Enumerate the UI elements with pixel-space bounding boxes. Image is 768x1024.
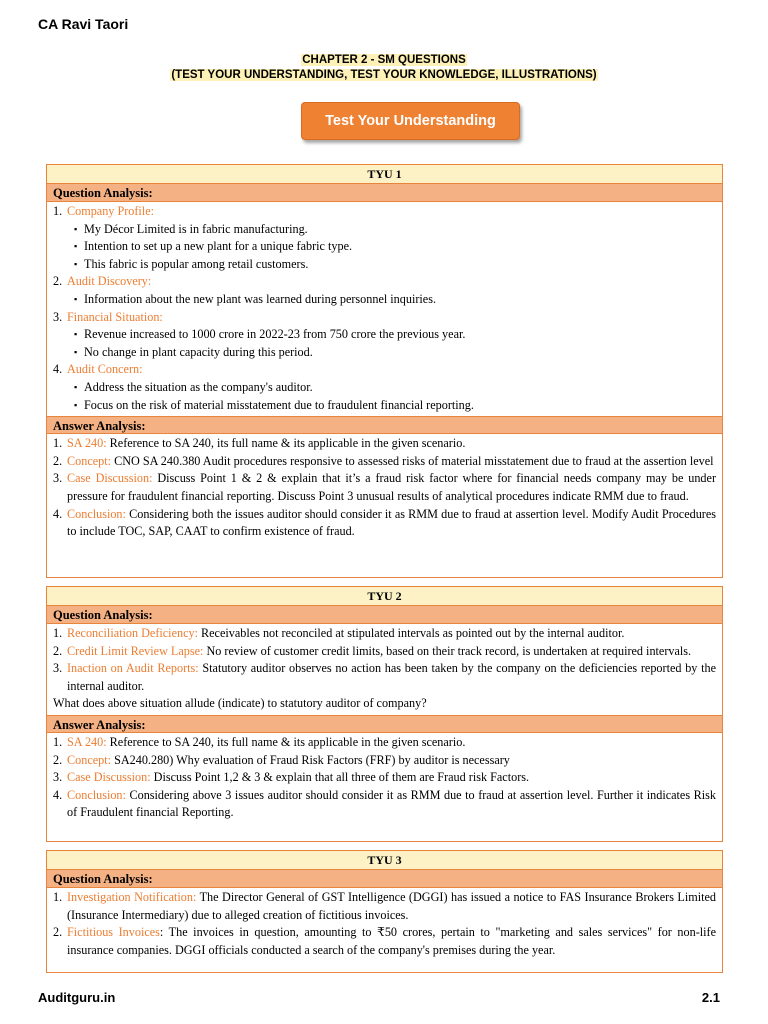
item-heading: Conclusion: bbox=[67, 506, 126, 521]
item-number: 1. bbox=[53, 734, 63, 749]
bullet-text: No change in plant capacity during this period. bbox=[84, 344, 313, 359]
item-body: : The invoices in question, amounting to ₹50 crores, pertain to "marketing and sales services" for non-life insurance companies. DGGI officials conducted a search of the company's premises during the year. bbox=[67, 925, 717, 957]
bullet-icon: ▪ bbox=[74, 241, 78, 252]
item-heading: Concept: bbox=[67, 453, 112, 468]
item-heading: Fictitious Invoices bbox=[67, 925, 160, 940]
item-text bbox=[67, 470, 716, 505]
author-name: CA Ravi Taori bbox=[38, 16, 129, 32]
bullet-text: Revenue increased to 1000 crore in 2022-23 from 750 crore the previous year. bbox=[84, 327, 466, 342]
item-heading: Financial Situation: bbox=[67, 309, 163, 324]
item-number: 3. bbox=[53, 471, 63, 486]
item-text bbox=[67, 309, 716, 327]
bullet-icon: ▪ bbox=[74, 346, 78, 357]
tyu2-answer-analysis-header: Answer Analysis: bbox=[47, 715, 722, 733]
item-number: 4. bbox=[53, 362, 63, 377]
tyu1-question-analysis-header: Question Analysis: bbox=[47, 184, 722, 202]
list-item bbox=[53, 769, 716, 787]
item-body: Considering both the issues auditor should consider it as RMM due to fraud at assertion level. Modify Audit Procedures to include TOC, SAP, CAAT to confirm existence of fraud. bbox=[67, 506, 716, 539]
item-heading: Inaction on Audit Reports: bbox=[67, 661, 199, 676]
tyu2-title: TYU 2 bbox=[47, 587, 722, 606]
item-heading: Investigation Notification: bbox=[67, 890, 197, 904]
item-text bbox=[67, 769, 716, 787]
bullet-item bbox=[53, 397, 716, 415]
list-item bbox=[53, 787, 716, 822]
item-number: 1. bbox=[53, 204, 63, 218]
item-body: Reference to SA 240, its full name & its applicable in the given scenario. bbox=[106, 734, 466, 749]
bullet-item bbox=[53, 326, 716, 344]
list-item bbox=[53, 643, 716, 661]
bullet-icon: ▪ bbox=[74, 329, 78, 340]
bullet-icon: ▪ bbox=[74, 223, 78, 234]
bullet-text: This fabric is popular among retail customers. bbox=[84, 256, 309, 271]
chapter-title: CHAPTER 2 - SM QUESTIONS bbox=[302, 54, 466, 66]
item-number: 4. bbox=[53, 787, 63, 802]
item-heading: Conclusion: bbox=[67, 787, 126, 802]
bullet-item bbox=[53, 238, 716, 256]
list-item bbox=[53, 203, 716, 221]
bullet-item bbox=[53, 221, 716, 239]
item-text bbox=[67, 453, 716, 471]
item-body: Discuss Point 1,2 & 3 & explain that all three of them are Fraud risk Factors. bbox=[150, 770, 530, 785]
item-heading: Case Discussion: bbox=[67, 770, 151, 785]
item-text bbox=[67, 625, 716, 643]
item-number: 4. bbox=[53, 506, 63, 521]
tyu1-answer-analysis-header: Answer Analysis: bbox=[47, 416, 722, 434]
item-heading: Audit Discovery: bbox=[67, 274, 152, 289]
tyu2-question-list bbox=[47, 624, 722, 715]
bullet-icon: ▪ bbox=[74, 381, 78, 392]
tyu1-box bbox=[46, 164, 723, 578]
item-heading: Credit Limit Review Lapse: bbox=[67, 643, 204, 658]
item-text bbox=[67, 924, 716, 959]
bullet-text: Information about the new plant was learned during personnel inquiries. bbox=[84, 291, 436, 306]
item-number: 2. bbox=[53, 274, 63, 289]
item-heading: Reconciliation Deficiency: bbox=[67, 626, 198, 640]
tyu2-box bbox=[46, 586, 723, 842]
bullet-item bbox=[53, 291, 716, 309]
bullet-icon: ▪ bbox=[74, 258, 78, 269]
tyu2-question-text: What does above situation allude (indicate) to statutory auditor of company? bbox=[53, 696, 427, 711]
list-item bbox=[53, 470, 716, 505]
item-body: Receivables not reconciled at stipulated intervals as pointed out by the internal auditor. bbox=[197, 626, 625, 640]
item-text bbox=[67, 660, 716, 695]
item-text bbox=[67, 361, 716, 379]
item-text bbox=[67, 506, 716, 541]
item-text bbox=[67, 752, 716, 770]
item-body: Reference to SA 240, its full name & its applicable in the given scenario. bbox=[106, 436, 466, 451]
bullet-icon: ▪ bbox=[74, 293, 78, 304]
bullet-text: Intention to set up a new plant for a unique fabric type. bbox=[84, 239, 353, 254]
item-heading: SA 240: bbox=[67, 436, 107, 451]
tyu1-answer-list bbox=[47, 434, 722, 543]
item-body: SA240.280) Why evaluation of Fraud Risk Factors (FRF) by auditor is necessary bbox=[111, 752, 510, 767]
chapter-subtitle: (TEST YOUR UNDERSTANDING, TEST YOUR KNOWLEDGE, ILLUSTRATIONS) bbox=[171, 69, 597, 81]
item-body: No review of customer credit limits, based on their track record, is undertaken at required intervals. bbox=[203, 643, 692, 658]
footer-site: Auditguru.in bbox=[38, 990, 116, 1005]
item-text bbox=[67, 734, 716, 752]
tyu3-question-list bbox=[47, 888, 722, 961]
item-number: 1. bbox=[53, 436, 63, 451]
list-item bbox=[53, 435, 716, 453]
bullet-item bbox=[53, 344, 716, 362]
tyu1-question-list bbox=[47, 202, 722, 416]
item-heading: SA 240: bbox=[67, 734, 107, 749]
tyu3-title: TYU 3 bbox=[47, 851, 722, 870]
item-heading: Case Discussion: bbox=[67, 471, 153, 486]
item-number: 2. bbox=[53, 752, 63, 767]
item-number: 3. bbox=[53, 309, 63, 324]
list-item bbox=[53, 625, 716, 643]
item-number: 1. bbox=[53, 626, 63, 640]
footer-page-number: 2.1 bbox=[701, 990, 720, 1005]
bullet-text: Focus on the risk of material misstatement due to fraudulent financial reporting. bbox=[84, 397, 474, 412]
tyu1-title: TYU 1 bbox=[47, 165, 722, 184]
bullet-text: My Décor Limited is in fabric manufacturing. bbox=[84, 221, 308, 236]
list-item bbox=[53, 361, 716, 379]
list-item bbox=[53, 889, 716, 924]
item-body: Statutory auditor observes no action has been taken by the company on the deficiencies reported by the internal auditor. bbox=[67, 661, 716, 693]
test-your-understanding-button[interactable]: Test Your Understanding bbox=[301, 102, 520, 140]
list-item bbox=[53, 506, 716, 541]
item-number: 2. bbox=[53, 643, 63, 658]
list-item bbox=[53, 734, 716, 752]
tyu3-question-analysis-header: Question Analysis: bbox=[47, 870, 722, 888]
item-number: 3. bbox=[53, 661, 63, 676]
item-text bbox=[67, 203, 716, 221]
tyu2-question-analysis-header: Question Analysis: bbox=[47, 606, 722, 624]
item-heading: Audit Concern: bbox=[67, 362, 143, 377]
item-text bbox=[67, 889, 716, 924]
item-number: 1. bbox=[53, 890, 63, 904]
item-text bbox=[67, 273, 716, 291]
list-item bbox=[53, 924, 716, 959]
item-body: The Director General of GST Intelligence (DGGI) has issued a notice to FAS Insurance Brokers Limited (Insurance Intermediary) due to alleged creation of fictitious invoices. bbox=[67, 890, 716, 922]
item-text bbox=[67, 435, 716, 453]
item-body: Considering above 3 issues auditor should consider it as RMM due to fraud at assertion level. Further it indicates Risk of Fraudulent financial Reporting. bbox=[67, 787, 716, 820]
list-item bbox=[53, 273, 716, 291]
bullet-item bbox=[53, 256, 716, 274]
item-body: Discuss Point 1 & 2 & explain that it’s a fraud risk factor where for financial needs company may be under pressure for fraudulent financial reporting. Discuss Point 3 unusual results of analytical procedures indicate RMM due to fraud. bbox=[67, 471, 716, 503]
tyu2-answer-list bbox=[47, 733, 722, 824]
list-item bbox=[53, 309, 716, 327]
item-number: 3. bbox=[53, 770, 63, 785]
chapter-heading bbox=[0, 53, 768, 83]
list-item bbox=[53, 660, 716, 695]
item-heading: Concept: bbox=[67, 752, 112, 767]
item-body: CNO SA 240.380 Audit procedures responsive to assessed risks of material misstatement due to fraud at the assertion level bbox=[111, 453, 714, 468]
item-text bbox=[67, 787, 716, 822]
bullet-item bbox=[53, 379, 716, 397]
list-item bbox=[53, 453, 716, 471]
bullet-text: Address the situation as the company's auditor. bbox=[84, 379, 313, 394]
list-item bbox=[53, 752, 716, 770]
tyu3-box bbox=[46, 850, 723, 973]
item-heading: Company Profile: bbox=[67, 204, 154, 218]
bullet-icon: ▪ bbox=[74, 399, 78, 410]
item-number: 2. bbox=[53, 453, 63, 468]
item-number: 2. bbox=[53, 925, 63, 940]
item-text bbox=[67, 643, 716, 661]
